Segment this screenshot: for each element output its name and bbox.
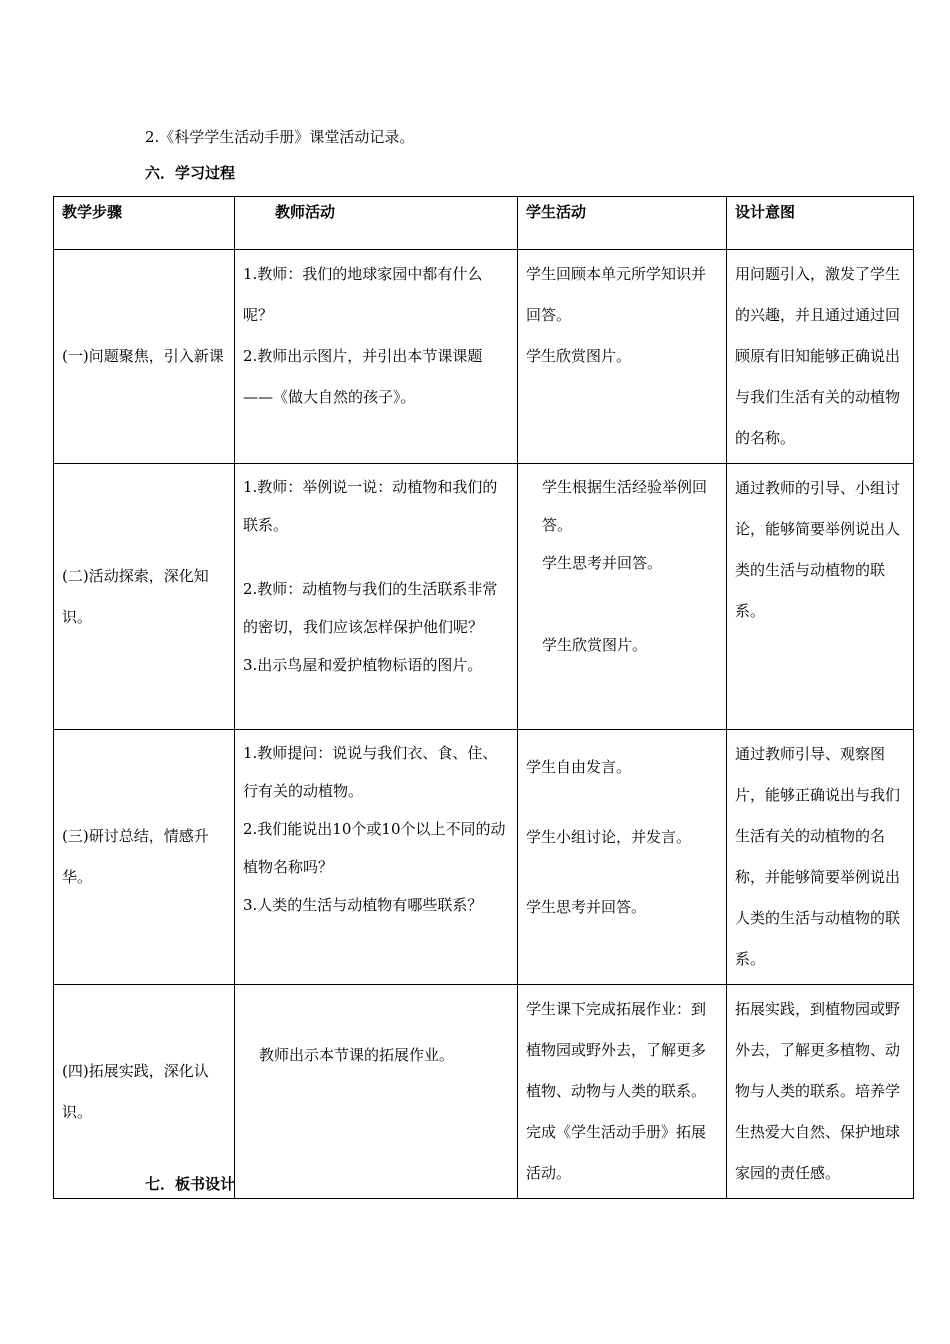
intent-cell: 用问题引入，激发了学生的兴趣，并且通过通过回顾原有旧知能够正确说出与我们生活有关的动植物的名称。 <box>727 250 914 464</box>
teacher-cell <box>235 464 518 730</box>
student-activity: 学生根据生活经验举例回答。 <box>542 478 708 534</box>
student-activity: 学生思考并回答。 <box>526 898 647 916</box>
student-cell <box>518 985 727 1199</box>
intro-line: 2.《科学学生活动手册》课堂活动记录。 <box>145 128 415 146</box>
step-cell: (二)活动探索，深化知识。 <box>54 464 235 730</box>
intent-cell: 通过教师的引导、小组讨论，能够简要举例说出人类的生活与动植物的联系。 <box>727 464 914 730</box>
table-row <box>54 464 914 730</box>
student-cell <box>518 250 727 464</box>
student-cell <box>518 730 727 985</box>
header-teacher: 教师活动 <box>235 197 518 250</box>
teacher-activity: 2.我们能说出10个或10个以上不同的动植物名称吗？ <box>243 820 506 876</box>
teacher-activity: 1.教师：举例说一说：动植物和我们的联系。 <box>243 478 498 534</box>
step-cell: (三)研讨总结，情感升华。 <box>54 730 235 985</box>
student-activity: 学生课下完成拓展作业：到植物园或野外去，了解更多植物、动物与人类的联系。完成《学生活动手册》拓展活动。 <box>526 1000 707 1182</box>
student-activity: 学生思考并回答。 <box>542 554 663 572</box>
section-heading-board-design: 七．板书设计 <box>145 1175 236 1193</box>
student-activity: 学生欣赏图片。 <box>542 636 648 654</box>
teacher-activity: 1.教师提问：说说与我们衣、食、住、行有关的动植物。 <box>243 744 498 800</box>
table-row <box>54 985 914 1199</box>
header-intent: 设计意图 <box>727 197 914 250</box>
step-cell: (四)拓展实践，深化认识。 <box>54 985 235 1199</box>
table-header-row <box>54 197 914 250</box>
table-row <box>54 730 914 985</box>
intent-cell: 通过教师引导、观察图片，能够正确说出与我们生活有关的动植物的名称，并能够简要举例说出人类的生活与动植物的联系。 <box>727 730 914 985</box>
teacher-activity: 3.出示鸟屋和爱护植物标语的图片。 <box>243 656 483 674</box>
teacher-activity: 1.教师：我们的地球家园中都有什么呢？ <box>243 265 483 324</box>
teacher-activity: 教师出示本节课的拓展作业。 <box>259 1046 455 1064</box>
teacher-cell <box>235 730 518 985</box>
step-cell: (一)问题聚焦，引入新课 <box>54 250 235 464</box>
header-student: 学生活动 <box>518 197 727 250</box>
student-activity: 学生小组讨论，并发言。 <box>526 828 692 846</box>
intent-cell: 拓展实践，到植物园或野外去，了解更多植物、动物与人类的联系。培养学生热爱大自然、保护地球家园的责任感。 <box>727 985 914 1199</box>
teacher-activity: 2.教师：动植物与我们的生活联系非常的密切，我们应该怎样保护他们呢？ <box>243 580 498 636</box>
teacher-cell <box>235 985 518 1199</box>
table-row <box>54 250 914 464</box>
teacher-activity: 3.人类的生活与动植物有哪些联系？ <box>243 896 483 914</box>
teacher-activity: 2.教师出示图片，并引出本节课课题——《做大自然的孩子》。 <box>243 347 483 406</box>
student-cell <box>518 464 727 730</box>
student-activity: 学生回顾本单元所学知识并回答。 <box>526 265 707 324</box>
header-step: 教学步骤 <box>54 197 235 250</box>
student-activity: 学生自由发言。 <box>526 758 632 776</box>
teacher-cell <box>235 250 518 464</box>
learning-process-table <box>53 196 914 1199</box>
student-activity: 学生欣赏图片。 <box>526 347 632 365</box>
section-heading-learning-process: 六．学习过程 <box>145 164 236 182</box>
